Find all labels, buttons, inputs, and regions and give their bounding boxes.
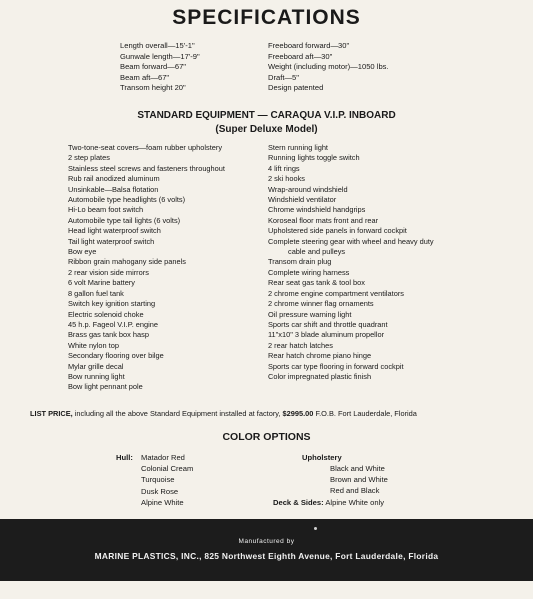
equipment-item: Sports car type flooring in forward cockpit bbox=[268, 361, 404, 371]
equipment-item: Koroseal floor mats front and rear bbox=[268, 215, 379, 225]
color-options-title: COLOR OPTIONS bbox=[222, 431, 311, 443]
specs-right bbox=[268, 41, 448, 94]
equipment-item: Upholstered side panels in forward cockpit bbox=[268, 226, 407, 236]
upholstery-color: Black and White bbox=[330, 464, 385, 473]
equipment-item: 2 chrome engine compartment ventilators bbox=[268, 288, 404, 298]
list-price-suffix: F.O.B. Fort Lauderdale, Florida bbox=[315, 409, 417, 418]
equipment-list-right bbox=[268, 143, 483, 382]
equipment-item: Complete steering gear with wheel and heavy duty bbox=[268, 236, 434, 246]
hull-color: Matador Red bbox=[141, 453, 185, 462]
equipment-item: Rear hatch chrome piano hinge bbox=[268, 351, 372, 361]
equipment-item: Automobile type headlights (6 volts) bbox=[68, 195, 186, 205]
upholstery-color: Red and Black bbox=[330, 486, 380, 496]
equipment-item: Running lights toggle switch bbox=[268, 153, 360, 163]
hull-color: Turquoise bbox=[141, 475, 175, 485]
hull-color: Colonial Cream bbox=[141, 464, 194, 474]
equipment-item: Complete wiring harness bbox=[268, 267, 350, 277]
equipment-item: cable and pulleys bbox=[288, 247, 346, 257]
equipment-item: Head light waterproof switch bbox=[68, 226, 161, 236]
equipment-item: Secondary flooring over bilge bbox=[68, 351, 164, 361]
spec-item: Beam aft—67" bbox=[120, 72, 170, 82]
upholstery-colors bbox=[330, 463, 388, 497]
equipment-item: Bow running light bbox=[68, 371, 125, 381]
equipment-item: Rear seat gas tank & tool box bbox=[268, 278, 365, 288]
equipment-item: Oil pressure warning light bbox=[268, 309, 352, 319]
equipment-item: Transom drain plug bbox=[268, 257, 332, 267]
equipment-item: Mylar grille decal bbox=[68, 361, 124, 371]
equipment-item: Bow eye bbox=[68, 247, 97, 257]
equipment-item: 45 h.p. Fageol V.I.P. engine bbox=[68, 319, 158, 329]
upholstery-label: Upholstery bbox=[302, 453, 342, 462]
dot-mark bbox=[314, 527, 317, 530]
equipment-subheading: (Super Deluxe Model) bbox=[215, 124, 318, 135]
equipment-item: Switch key ignition starting bbox=[68, 299, 156, 309]
upholstery-color: Brown and White bbox=[330, 475, 388, 485]
equipment-heading: STANDARD EQUIPMENT — CARAQUA V.I.P. INBOARD bbox=[137, 110, 396, 121]
equipment-item: Ribbon grain mahogany side panels bbox=[68, 257, 186, 267]
manufactured-by: Manufactured by bbox=[238, 538, 295, 545]
equipment-item: 11"x10" 3 blade aluminum propellor bbox=[268, 330, 385, 340]
page-title: SPECIFICATIONS bbox=[172, 6, 361, 29]
hull-color: Alpine White bbox=[141, 497, 184, 507]
equipment-item: 8 gallon fuel tank bbox=[68, 288, 124, 298]
equipment-item: 2 chrome winner flag ornaments bbox=[268, 299, 374, 309]
equipment-item: Unsinkable—Balsa flotation bbox=[68, 184, 159, 194]
equipment-item: 2 rear vision side mirrors bbox=[68, 267, 149, 277]
equipment-item: Windshield ventilator bbox=[268, 195, 337, 205]
spec-item: Freeboard aft—30" bbox=[268, 51, 333, 61]
list-price bbox=[30, 409, 510, 418]
equipment-item: Brass gas tank box hasp bbox=[68, 330, 149, 340]
equipment-item: Automobile type tail lights (6 volts) bbox=[68, 215, 181, 225]
equipment-item: 4 lift rings bbox=[268, 163, 300, 173]
equipment-item: 2 step plates bbox=[68, 153, 110, 163]
equipment-item: Stainless steel screws and fasteners throughout bbox=[68, 163, 225, 173]
specs-left bbox=[120, 41, 260, 94]
company-address: MARINE PLASTICS, INC., 825 Northwest Eighth Avenue, Fort Lauderdale, Florida bbox=[94, 551, 439, 561]
equipment-list-left bbox=[68, 143, 266, 393]
equipment-item: Bow light pennant pole bbox=[68, 382, 143, 392]
equipment-item: Rub rail anodized aluminum bbox=[68, 174, 160, 184]
equipment-item: Chrome windshield handgrips bbox=[268, 205, 366, 215]
list-price-amount: $2995.00 bbox=[282, 409, 314, 418]
spec-item: Draft—5" bbox=[268, 72, 299, 82]
equipment-item: 6 volt Marine battery bbox=[68, 278, 135, 288]
spec-item: Weight (including motor)—1050 lbs. bbox=[268, 62, 389, 72]
deck-color: Alpine White only bbox=[325, 498, 385, 507]
hull-label: Hull: bbox=[116, 453, 133, 462]
deck-label: Deck & Sides: bbox=[273, 498, 324, 507]
equipment-item: Stern running light bbox=[268, 143, 328, 152]
spec-item: Gunwale length—17'-9" bbox=[120, 51, 200, 61]
list-price-text: including all the above Standard Equipment installed at factory, bbox=[74, 409, 281, 418]
spec-item: Freeboard forward—30" bbox=[268, 41, 350, 50]
equipment-item: Sports car shift and throttle quadrant bbox=[268, 319, 388, 329]
equipment-item: Electric solenoid choke bbox=[68, 309, 144, 319]
deck-sides bbox=[273, 497, 384, 508]
hull-color: Dusk Rose bbox=[141, 486, 179, 496]
equipment-item: White nylon top bbox=[68, 340, 119, 350]
spec-item: Length overall—15'-1" bbox=[120, 41, 195, 50]
equipment-item: 2 rear hatch latches bbox=[268, 340, 333, 350]
equipment-item: 2 ski hooks bbox=[268, 174, 305, 184]
spec-item: Design patented bbox=[268, 83, 324, 93]
equipment-item: Wrap-around windshield bbox=[268, 184, 348, 194]
list-price-label: LIST PRICE, bbox=[30, 409, 73, 418]
hull-colors bbox=[141, 452, 193, 508]
equipment-item: Two-tone-seat covers—foam rubber upholstery bbox=[68, 143, 223, 152]
equipment-item: Color impregnated plastic finish bbox=[268, 371, 372, 381]
equipment-item: Tail light waterproof switch bbox=[68, 236, 155, 246]
equipment-item: Hi-Lo beam foot switch bbox=[68, 205, 144, 215]
spec-item: Beam forward—67" bbox=[120, 62, 187, 72]
manufacturer-footer bbox=[0, 519, 533, 581]
spec-item: Transom height 20" bbox=[120, 83, 186, 93]
